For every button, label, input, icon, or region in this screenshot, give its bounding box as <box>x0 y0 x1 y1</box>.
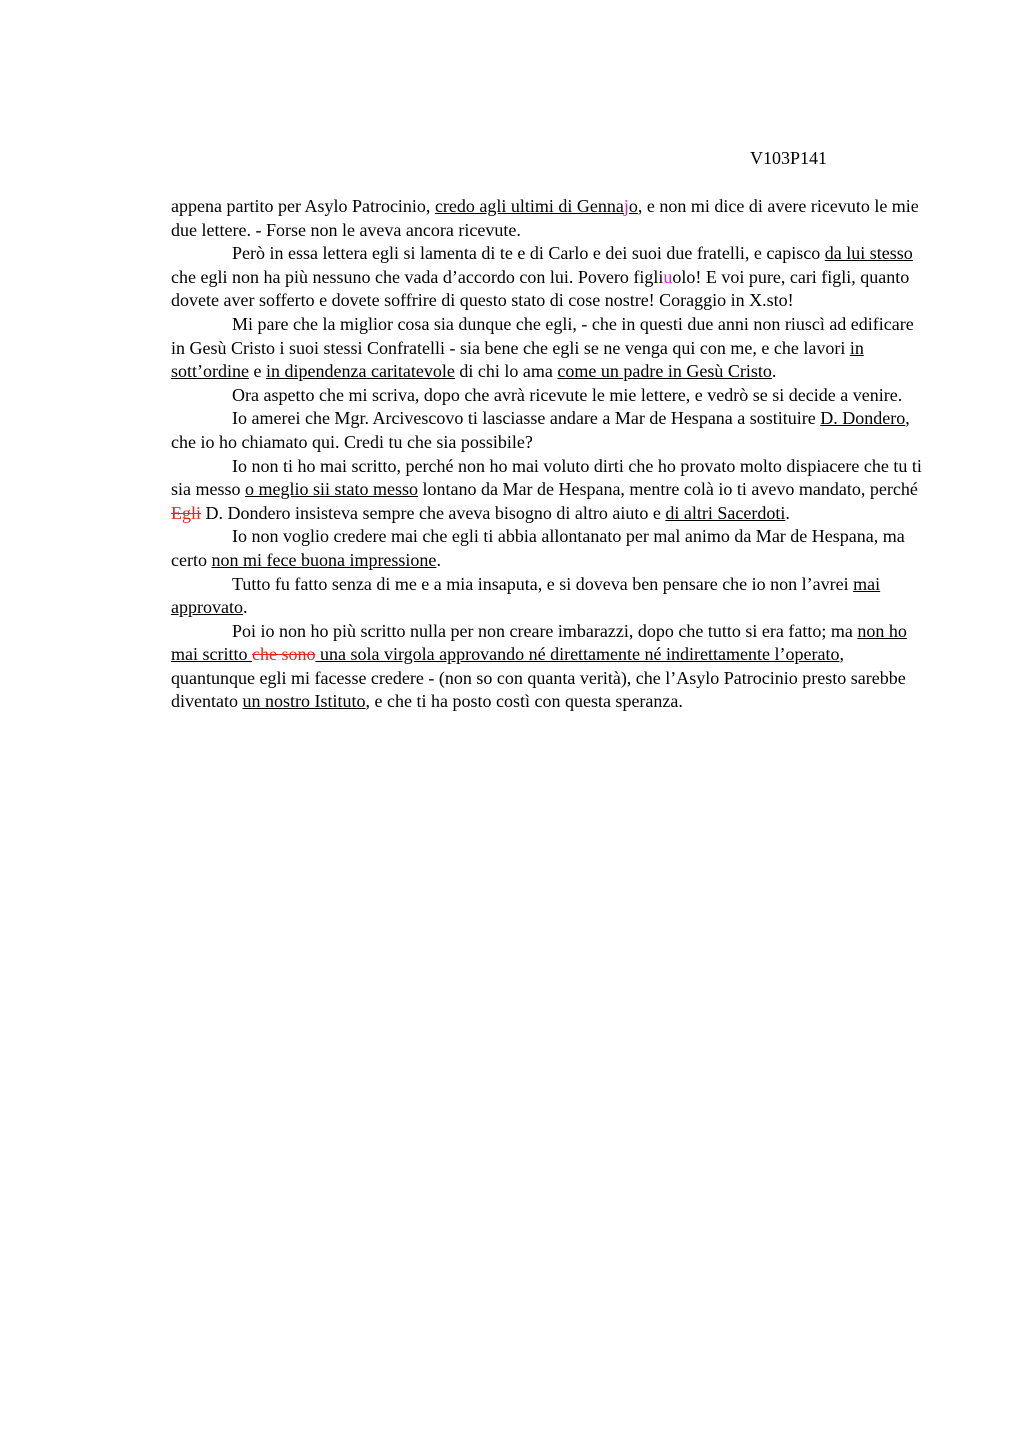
letter-paragraph <box>171 525 931 572</box>
letter-paragraph <box>171 384 931 408</box>
text-run: , e non mi dice di avere ricevuto le mie due lettere. - Forse non le aveva ancora ricevute. <box>171 196 919 240</box>
text-run: che egli non ha più nessuno che vada d’accordo con lui. Povero figli <box>171 266 664 287</box>
underlined-text: come un padre in Gesù Cristo <box>557 361 772 382</box>
text-run: . <box>436 549 441 570</box>
text-run: , quantunque egli mi facesse credere - (non so con quanta verità), che l’Asylo Patrocinio presto sarebbe diventato <box>171 644 906 712</box>
underlined-text: una sola virgola approvando né direttamente né indirettamente l’operato <box>315 644 840 665</box>
text-run: D. Dondero insisteva sempre che aveva bisogno di altro aiuto e <box>201 502 666 523</box>
underlined-text: di altri Sacerdoti <box>665 502 786 523</box>
text-run: Io non ti ho mai scritto, perché non ho mai voluto dirti che ho provato molto dispiacere che tu ti sia messo <box>171 455 922 500</box>
underlined-text: o meglio sii stato messo <box>245 479 418 500</box>
letter-paragraph <box>171 242 931 313</box>
letter-paragraph <box>171 407 931 454</box>
underlined-text: credo agli ultimi di Genna <box>434 196 624 216</box>
text-run: lontano da Mar de Hespana, mentre colà io ti avevo mandato, perché <box>418 479 918 500</box>
letter-paragraph <box>171 313 931 384</box>
page-identifier: V103P141 <box>750 148 828 168</box>
underlined-text: non mi fece buona impressione <box>211 549 437 570</box>
letter-paragraph <box>171 195 931 242</box>
inserted-text: j <box>623 196 629 216</box>
text-run: . <box>785 502 790 523</box>
text-run: e <box>249 361 266 382</box>
text-run: Tutto fu fatto senza di me e a mia insaputa, e si doveva ben pensare che io non l’avrei <box>232 573 854 594</box>
text-run: Io amerei che Mgr. Arcivescovo ti lasciasse andare a Mar de Hespana a sostituire <box>232 408 821 429</box>
underlined-text: non ho mai scritto <box>171 620 907 665</box>
underlined-text: in dipendenza caritatevole <box>266 361 455 382</box>
letter-paragraph <box>171 620 931 714</box>
text-run: . <box>242 597 248 618</box>
text-run: olo! E voi pure, cari figli, quanto dovete aver sofferto e dovete soffrire di questo stato di cose nostre! Coraggio in X.sto! <box>171 266 910 311</box>
underlined-text: un nostro Istituto <box>242 691 366 712</box>
text-run: appena partito per Asylo Patrocinio, <box>171 196 435 216</box>
text-run: , che io ho chiamato qui. Credi tu che sia possibile? <box>171 408 910 452</box>
text-run: di chi lo ama <box>454 361 558 382</box>
underlined-text: da lui stesso <box>824 243 913 264</box>
text-run: . <box>771 361 777 382</box>
text-run: Però in essa lettera egli si lamenta di te e di Carlo e dei suoi due fratelli, e capisco <box>232 243 825 264</box>
deleted-text: Egli <box>171 502 201 523</box>
underlined-text: D. Dondero <box>820 408 906 429</box>
inserted-text: u <box>663 266 673 287</box>
text-run: Mi pare che la miglior cosa sia dunque che egli, - che in questi due anni non riuscì ad edificare in Gesù Cristo i suoi stessi Confratelli - sia bene che egli se ne venga qui con me, e che lavori <box>171 313 914 358</box>
text-run: Poi io non ho più scritto nulla per non creare imbarazzi, dopo che tutto si era fatto; ma <box>232 620 858 641</box>
letter-body <box>171 195 931 714</box>
text-run: Ora aspetto che mi scriva, dopo che avrà ricevute le mie lettere, e vedrò se si decide a venire. <box>232 384 903 405</box>
letter-paragraph <box>171 455 931 526</box>
underlined-text: o <box>628 196 638 216</box>
deleted-text: che sono <box>251 644 316 665</box>
letter-paragraph <box>171 573 931 620</box>
text-run: , e che ti ha posto costì con questa speranza. <box>365 691 683 712</box>
underlined-text: in sott’ordine <box>171 337 864 382</box>
text-run: Io non voglio credere mai che egli ti abbia allontanato per mal animo da Mar de Hespana, ma certo <box>171 526 905 570</box>
underlined-text: mai approvato <box>171 573 881 618</box>
